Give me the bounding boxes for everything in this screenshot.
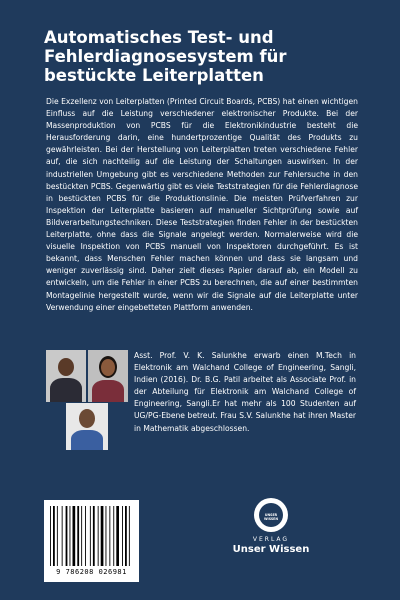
barcode-bar <box>70 506 71 566</box>
book-title: Automatisches Test- und Fehlerdiagnosesystem für bestückte Leiterplatten <box>44 28 287 85</box>
isbn-barcode <box>44 500 139 582</box>
barcode-bar <box>73 506 76 566</box>
barcode-bar <box>101 506 104 566</box>
barcode-bar <box>62 506 63 566</box>
barcode-bar <box>57 506 58 566</box>
barcode-bar <box>50 506 51 566</box>
author-photo-3 <box>66 403 108 450</box>
barcode-bar <box>106 506 107 566</box>
isbn-number: 9 786208 026981 <box>56 568 127 576</box>
barcode-bar <box>66 506 68 566</box>
barcode-bar <box>90 506 91 566</box>
barcode-bar <box>125 506 127 566</box>
barcode-bar <box>53 506 55 566</box>
author-photo-2 <box>88 350 128 402</box>
barcode-bars <box>50 506 133 566</box>
barcode-bar <box>113 506 114 566</box>
barcode-bar <box>109 506 110 566</box>
barcode-bar <box>116 506 119 566</box>
barcode-bar <box>129 506 130 566</box>
barcode-bar <box>93 506 95 566</box>
barcode-bar <box>98 506 99 566</box>
publisher-name: Unser Wissen <box>232 544 310 555</box>
barcode-bar <box>122 506 123 566</box>
publisher-verlag-label: VERLAG <box>252 536 290 543</box>
publisher-logo-text: UNSER WISSEN <box>264 513 278 521</box>
book-description: Die Exzellenz von Leiterplatten (Printed Circuit Boards, PCBS) hat einen wichtigen Einfluss auf die Leistung verschiedener elektronischer Produkte. Bei der Massenproduktion von PCBS für die Elektronikindustrie besteht die Herausforderung darin, eine hundertprozentige Qualität des Produkts zu gewährleisten. Bei der Herstellung von Leiterplatten treten verschiedene Fehler auf, die sich nachteilig auf die Leistung der Schaltungen auswirken. In der industriellen Umgebung gibt es verschiedene Methoden zur Fehlersuche in den bestückten PCBS. Gegenwärtig gibt es viele Teststrategien für die Fehlerdiagnose in bestückten PCBS für die Produktionslinie. Die meisten Prüfverfahren zur Inspektion der Leiterplatte basieren auf manueller Sichtprüfung sowie auf Bildverarbeitungstechniken. Diese Teststrategien finden Fehler in der bestückten Leiterplatte, ohne dass die Signale angelegt werden. Normalerweise wird die visuelle Inspektion von PCBS manuell von Inspektoren durchgeführt. Es ist bekannt, dass Menschen Fehler machen können und dass sie langsam und weniger zuverlässig sind. Daher zielt dieses Papier darauf ab, ein Modell zu entwickeln, um die Fehler in einer PCBS zu berechnen, die auf einer bestimmten Montagelinie hergestellt wurde, wenn wir die Signale auf die Leiterplatte unter Verwendung einer eingebetteten Plattform anwenden. <box>46 97 358 312</box>
barcode-bar <box>77 506 79 566</box>
barcode-bar <box>85 506 86 566</box>
barcode-bar <box>81 506 82 566</box>
publisher-logo-icon <box>254 498 288 532</box>
author-photos <box>46 350 128 450</box>
author-bio: Asst. Prof. V. K. Salunkhe erwarb einen M.Tech in Elektronik am Walchand College of Engineering, Sangli, Indien (2016). Dr. B.G. Patil arbeitet als Associate Prof. in der Abteilung für Elektronik am Walchand College of Engineering, Sangli.Er hat mehr als 100 Studenten auf UG/PG-Ebene betreut. Frau S.V. Salunkhe hat ihren Master in Mathematik abgeschlossen. <box>134 351 356 433</box>
publisher-block <box>226 498 316 555</box>
author-photo-1 <box>46 350 86 402</box>
